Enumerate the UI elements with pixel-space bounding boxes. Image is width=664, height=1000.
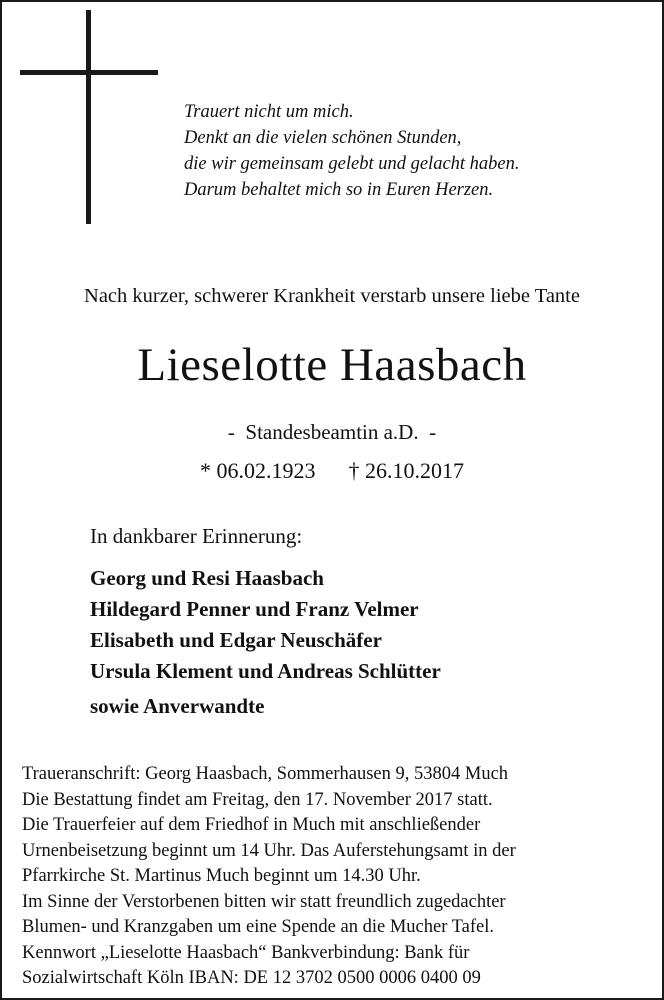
- poem: [184, 99, 520, 203]
- details-line: Urnenbeisetzung beginnt um 14 Uhr. Das Auferstehungsamt in der: [22, 840, 516, 861]
- details-line: Die Bestattung findet am Freitag, den 17. November 2017 statt.: [22, 789, 493, 810]
- relatives-note: sowie Anverwandte: [90, 694, 265, 718]
- details-line: Traueranschrift: Georg Haasbach, Sommerhausen 9, 53804 Much: [22, 764, 509, 784]
- cross-horizontal-bar: [20, 70, 158, 75]
- mourner-name: Ursula Klement und Andreas Schlütter: [90, 659, 441, 683]
- mourner-name: Georg und Resi Haasbach: [90, 566, 324, 590]
- mourners-list: [90, 563, 441, 687]
- mourner-name: Elisabeth und Edgar Neuschäfer: [90, 628, 382, 652]
- funeral-details: [22, 762, 516, 992]
- memory-heading: In dankbarer Erinnerung:: [90, 524, 303, 548]
- life-dates: * 06.02.1923 † 26.10.2017: [200, 458, 464, 483]
- poem-line: Denkt an die vielen schönen Stunden,: [184, 128, 462, 148]
- poem-line: Darum behaltet mich so in Euren Herzen.: [184, 180, 494, 200]
- details-line: Blumen- und Kranzgaben um eine Spende an die Mucher Tafel.: [22, 917, 495, 937]
- details-line: Pfarrkirche St. Martinus Much beginnt um 14.30 Uhr.: [22, 866, 421, 886]
- announcement-intro: Nach kurzer, schwerer Krankheit verstarb unsere liebe Tante: [84, 285, 580, 307]
- details-line: Sozialwirtschaft Köln IBAN: DE 12 3702 0500 0006 0400 09: [22, 968, 481, 988]
- poem-line: Trauert nicht um mich.: [184, 102, 354, 122]
- details-line: Kennwort „Lieselotte Haasbach“ Bankverbindung: Bank für: [22, 942, 470, 963]
- deceased-name: Lieselotte Haasbach: [137, 339, 527, 391]
- deceased-profession: - Standesbeamtin a.D. -: [227, 420, 437, 444]
- details-line: Die Trauerfeier auf dem Friedhof in Much mit anschließender: [22, 815, 481, 835]
- details-line: Im Sinne der Verstorbenen bitten wir statt freundlich zugedachter: [22, 891, 506, 912]
- mourner-name: Hildegard Penner und Franz Velmer: [90, 597, 419, 621]
- cross-vertical-bar: [86, 10, 91, 224]
- poem-line: die wir gemeinsam gelebt und gelacht haben.: [184, 154, 520, 174]
